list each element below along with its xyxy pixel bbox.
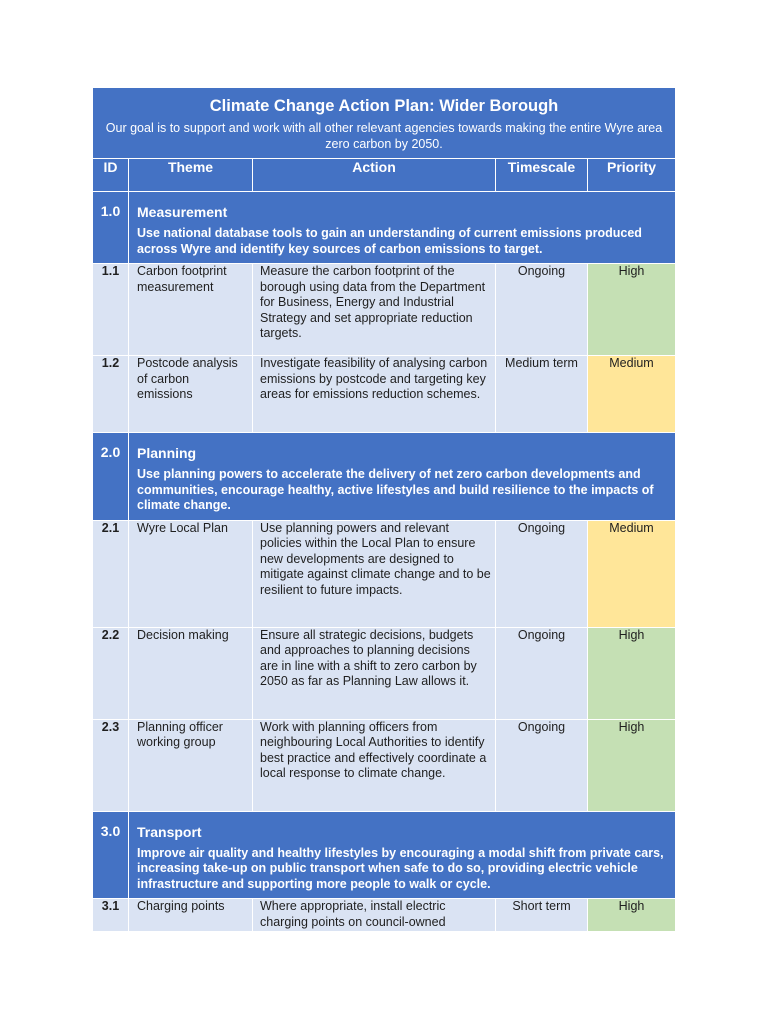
item-action: Investigate feasibility of analysing carbon emissions by postcode and targeting key areas for emissions reduction schemes. [253, 356, 496, 433]
section-row-transport [93, 811, 676, 899]
section-cell [129, 433, 676, 521]
item-priority: High [588, 719, 676, 811]
item-timescale: Ongoing [496, 627, 588, 719]
item-priority: High [588, 264, 676, 356]
item-theme: Postcode analysis of carbon emissions [129, 356, 253, 433]
column-header-priority: Priority [588, 159, 676, 192]
section-title: Planning [137, 445, 197, 461]
item-priority: High [588, 899, 676, 932]
item-priority: Medium [588, 520, 676, 627]
item-id: 3.1 [93, 899, 129, 932]
table-row [93, 264, 676, 356]
section-id: 1.0 [93, 192, 129, 264]
item-action: Where appropriate, install electric charging points on council-owned [253, 899, 496, 932]
item-id: 1.1 [93, 264, 129, 356]
section-id: 2.0 [93, 433, 129, 521]
item-timescale: Short term [496, 899, 588, 932]
section-row-measurement [93, 192, 676, 264]
item-timescale: Ongoing [496, 520, 588, 627]
item-id: 1.2 [93, 356, 129, 433]
section-id: 3.0 [93, 811, 129, 899]
table-row [93, 899, 676, 932]
table-row [93, 356, 676, 433]
item-theme: Charging points [129, 899, 253, 932]
item-theme: Planning officer working group [129, 719, 253, 811]
column-header-timescale: Timescale [496, 159, 588, 192]
section-row-planning [93, 433, 676, 521]
item-timescale: Medium term [496, 356, 588, 433]
item-theme: Decision making [129, 627, 253, 719]
table-row [93, 627, 676, 719]
item-action: Ensure all strategic decisions, budgets and approaches to planning decisions are in line with a shift to zero carbon by 2050 as far as Planning Law allows it. [253, 627, 496, 719]
column-header-theme: Theme [129, 159, 253, 192]
item-theme: Carbon footprint measurement [129, 264, 253, 356]
section-cell [129, 811, 676, 899]
page-subtitle: Our goal is to support and work with all other relevant agencies towards making the entire Wyre area zero carbon by 2050. [105, 121, 663, 151]
section-description: Use planning powers to accelerate the delivery of net zero carbon developments and communities, encourage healthy, active lifestyles and build resilience to the impacts of climate change. [137, 467, 654, 512]
item-action: Use planning powers and relevant policies within the Local Plan to ensure new developments are designed to mitigate against climate change and to be resilient to future impacts. [253, 520, 496, 627]
column-header-action: Action [253, 159, 496, 192]
section-description: Use national database tools to gain an understanding of current emissions produced across Wyre and identify key sources of carbon emissions to target. [137, 226, 642, 256]
item-action: Work with planning officers from neighbouring Local Authorities to identify best practice and effectively coordinate a local response to climate change. [253, 719, 496, 811]
table-row [93, 520, 676, 627]
item-priority: High [588, 627, 676, 719]
table-row [93, 719, 676, 811]
item-timescale: Ongoing [496, 719, 588, 811]
column-header-row [93, 159, 676, 192]
section-title: Transport [137, 823, 202, 840]
item-id: 2.2 [93, 627, 129, 719]
item-id: 2.1 [93, 520, 129, 627]
item-id: 2.3 [93, 719, 129, 811]
item-priority: Medium [588, 356, 676, 433]
item-action: Measure the carbon footprint of the borough using data from the Department for Business, Energy and Industrial Strategy and set appropriate reduction targets. [253, 264, 496, 356]
plan-grid [92, 87, 675, 931]
column-header-id: ID [93, 159, 129, 192]
title-row [93, 88, 676, 159]
title-block [93, 88, 676, 159]
section-title: Measurement [137, 204, 228, 220]
item-timescale: Ongoing [496, 264, 588, 356]
action-plan-table [92, 87, 675, 931]
item-theme: Wyre Local Plan [129, 520, 253, 627]
section-description: Improve air quality and healthy lifestyles by encouraging a modal shift from private cars, increasing take-up on public transport when safe to do so, providing electric vehicle infrastructure and supporting more people to walk or cycle. [137, 845, 664, 891]
page-title: Climate Change Action Plan: Wider Borough [209, 97, 559, 115]
section-cell [129, 192, 676, 264]
